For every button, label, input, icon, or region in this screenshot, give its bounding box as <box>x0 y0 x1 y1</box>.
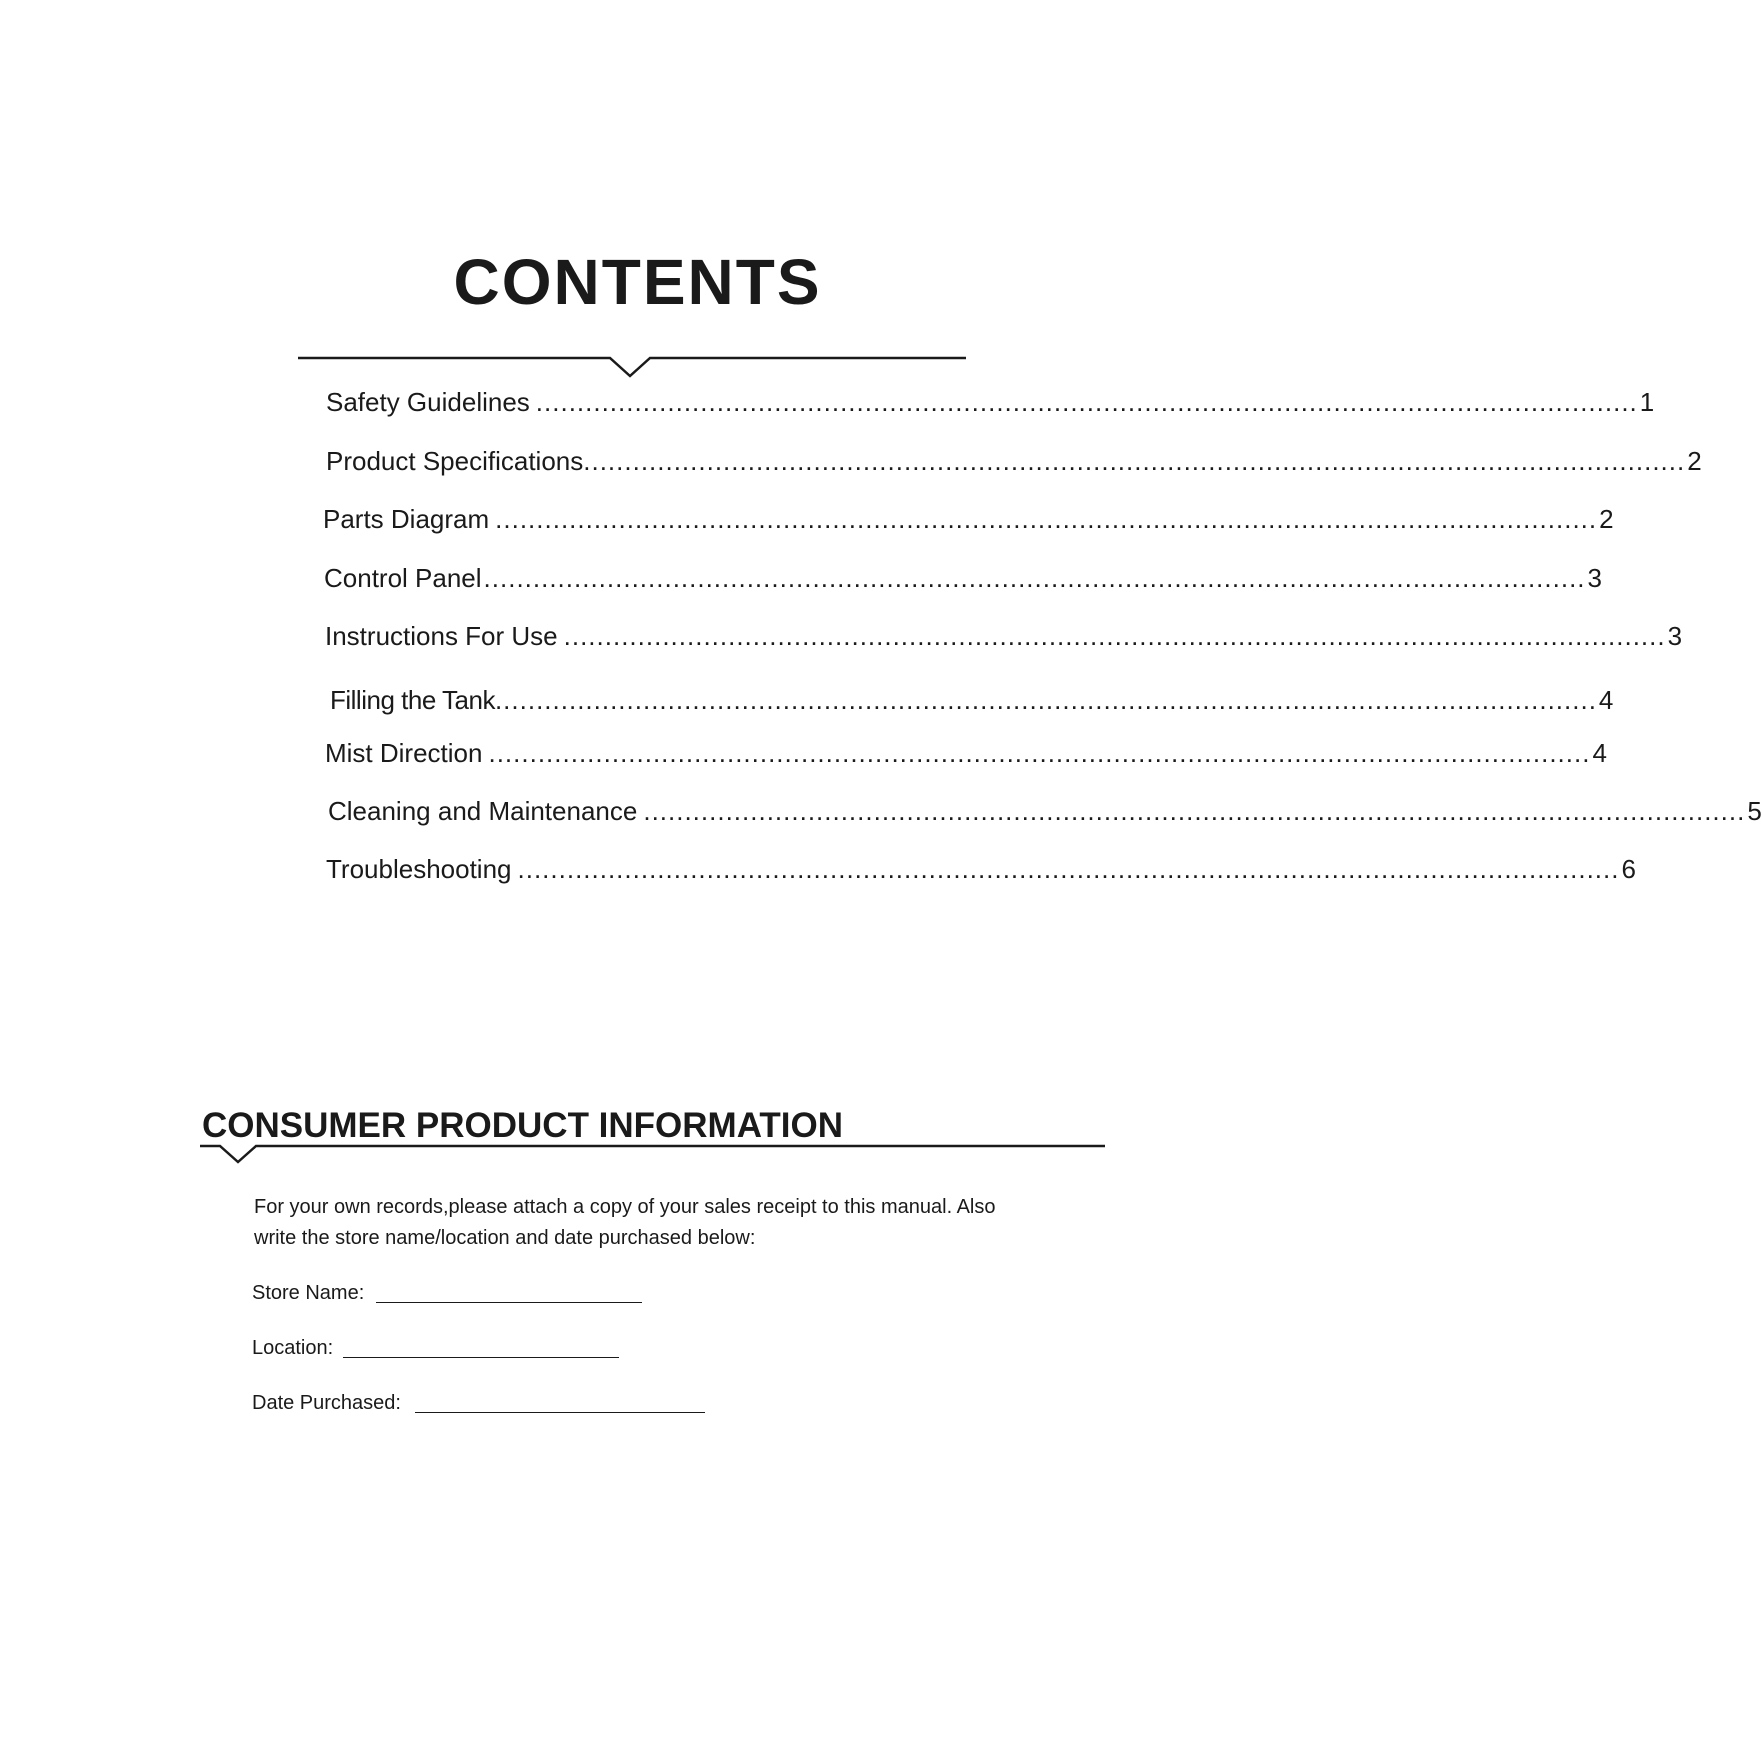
toc-entry-parts-diagram[interactable] <box>323 498 1614 534</box>
toc-entry-troubleshooting[interactable] <box>326 848 1636 884</box>
toc-leader: ...................................................................................................................................... <box>517 854 1620 884</box>
store-name-field[interactable] <box>252 1283 642 1303</box>
toc-label: Control Panel <box>324 563 482 593</box>
toc-label: Safety Guidelines <box>326 387 530 417</box>
toc-entry-safety-guidelines[interactable] <box>326 381 1655 417</box>
toc-label: Mist Direction <box>325 738 483 768</box>
toc-page-number: 6 <box>1621 854 1636 884</box>
toc-page-number: 3 <box>1667 621 1683 651</box>
toc-entry-instructions-for-use[interactable] <box>325 615 1683 651</box>
toc-page-number: 3 <box>1587 563 1602 593</box>
toc-leader: ...................................................................................................................................... <box>643 796 1746 826</box>
toc-page-number: 5 <box>1747 796 1762 826</box>
field-label: Store Name: <box>252 1282 365 1304</box>
intro-paragraph <box>254 1192 1114 1254</box>
toc-label: Troubleshooting <box>326 854 512 884</box>
toc-page-number: 1 <box>1639 387 1655 417</box>
field-label: Date Purchased: <box>252 1392 401 1414</box>
toc-leader: ...................................................................................................................................... <box>483 563 1586 593</box>
toc-label: Cleaning and Maintenance <box>328 796 638 826</box>
toc-leader: ...................................................................................................................................... <box>494 685 1597 715</box>
intro-line: For your own records,please attach a copy of your sales receipt to this manual. Also <box>254 1196 996 1218</box>
toc-entry-filling-the-tank[interactable] <box>330 679 1614 715</box>
toc-label: Filling the Tank <box>330 685 495 715</box>
toc-label: Parts Diagram <box>323 504 490 534</box>
location-field[interactable] <box>252 1338 619 1358</box>
toc-label: Product Specifications <box>326 446 584 476</box>
toc-leader: ...................................................................................................................................... <box>583 446 1686 476</box>
location-input-line[interactable] <box>343 1357 619 1358</box>
toc-entry-control-panel[interactable] <box>324 557 1602 593</box>
title-divider <box>298 342 966 372</box>
toc-entry-product-specifications[interactable] <box>326 440 1702 476</box>
toc-page-number: 2 <box>1599 504 1614 534</box>
date-purchased-input-line[interactable] <box>415 1412 705 1413</box>
section-heading: CONSUMER PRODUCT INFORMATION <box>202 1106 843 1145</box>
page-title: CONTENTS <box>453 246 822 318</box>
toc-leader: ...................................................................................................................................... <box>563 621 1666 651</box>
field-label: Location: <box>252 1337 334 1359</box>
toc-entry-mist-direction[interactable] <box>325 732 1607 768</box>
date-purchased-field[interactable] <box>252 1393 705 1413</box>
toc-page-number: 4 <box>1592 738 1607 768</box>
section-divider <box>200 1140 1105 1170</box>
toc-leader: ...................................................................................................................................... <box>535 387 1638 417</box>
toc-page-number: 2 <box>1687 446 1702 476</box>
toc-label: Instructions For Use <box>325 621 558 651</box>
toc-entry-cleaning-and-maintenance[interactable] <box>328 790 1762 826</box>
toc-leader: ...................................................................................................................................... <box>488 738 1591 768</box>
toc-page-number: 4 <box>1598 685 1614 715</box>
store-name-input-line[interactable] <box>376 1302 642 1303</box>
toc-leader: ...................................................................................................................................... <box>495 504 1598 534</box>
intro-line: write the store name/location and date purchased below: <box>254 1227 756 1249</box>
